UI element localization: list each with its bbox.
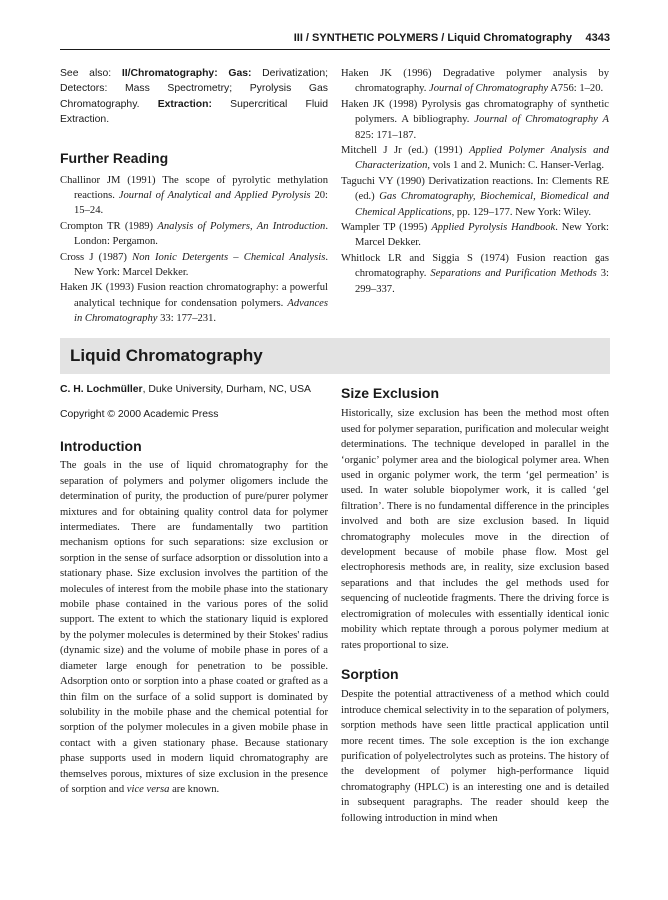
- header-rule: [60, 49, 610, 50]
- author-affiliation: , Duke University, Durham, NC, USA: [142, 384, 311, 395]
- bottom-left-column: [60, 383, 328, 797]
- introduction-heading: Introduction: [60, 438, 142, 454]
- see-also-link-gas-chromatography[interactable]: II/Chromatography: Gas:: [121, 68, 252, 79]
- article-title-banner: [60, 338, 610, 374]
- sorption-body: Despite the potential attractiveness of a method which could introduce chemical selectivity in to the separation of polymers, sorption methods have seen little practical application until more recent times. The sole exception is the ion exchange purification of polyelectrolytes such as proteins. The history of the development of polymer high-performance liquid chromatography (HPLC) is an interesting one and is detailed in subsequent paragraphs. The reader should keep the following introduction in mind when: [341, 689, 609, 824]
- reference-list-right: [341, 66, 609, 297]
- reference-item: Mitchell J Jr (ed.) (1991) Applied Polymer Analysis and Characterization, vols 1 and 2. Munich: C. Hanser-Verlag.: [341, 145, 609, 172]
- reference-item: Haken JK (1993) Fusion reaction chromatography: a powerful analytical technique for condensation polymers. Advances in Chromatography 33: 177–231.: [60, 282, 328, 325]
- reference-item: Cross J (1987) Non Ionic Detergents – Chemical Analysis. New York: Marcel Dekker.: [60, 251, 328, 279]
- see-also-text-1: Derivatization; Detectors: Mass Spectrometry; Pyrolysis Gas Chromatography.: [60, 68, 328, 110]
- running-head-title: III / SYNTHETIC POLYMERS / Liquid Chromatography: [293, 32, 572, 44]
- copyright-line: Copyright © 2000 Academic Press: [60, 408, 219, 420]
- bottom-right-column: [341, 386, 609, 826]
- author-name: C. H. Lochmüller: [60, 384, 143, 395]
- see-also-link-extraction[interactable]: Extraction:: [157, 98, 212, 110]
- reference-item: Challinor JM (1991) The scope of pyrolytic methylation reactions. Journal of Analytical and Applied Pyrolysis 20: 15–24.: [60, 174, 329, 217]
- see-also: [60, 66, 328, 127]
- see-also-text-2: Supercritical Fluid Extraction.: [60, 98, 328, 125]
- author-line: [60, 383, 328, 398]
- size-exclusion-heading: Size Exclusion: [341, 385, 440, 401]
- sorption-heading: Sorption: [341, 665, 399, 682]
- size-exclusion-body: Historically, size exclusion has been the method most often used for polymer separation, purification and molecular weight determinations. The technique developed in parallel in the ‘organic’ polymer area and the biological polymer area. When used in organic polymer work, the term ‘gel permeation’ is used. In water soluble biopolymer work, it is called ‘gel filtration’. There is no fundamental difference in the principles involved and both are size exclusion based. In liquid chromatography molecules move in the direction of development because of mobile phase flow. Most gel electrophoresis methods are, in reality, size exclusion based separations and that includes the gel methods used for sequencing of nucleotide fragments. There the driving force is electromigration of molecules with essentially identical ionic mobility which reptate through a porous polymer medium at rates proportional to size.: [341, 408, 609, 651]
- reference-item: Taguchi VY (1990) Derivatization reactions. In: Clements RE (ed.) Gas Chromatography, Biochemical, Biomedical and Chemical Applications, pp. 129–177. New York: Wiley.: [341, 175, 609, 218]
- further-reading-heading: Further Reading: [60, 150, 169, 167]
- reference-item: Haken JK (1996) Degradative polymer analysis by chromatography. Journal of Chromatography A756: 1–20.: [341, 68, 609, 95]
- reference-item: Crompton TR (1989) Analysis of Polymers, An Introduction. London: Pergamon.: [60, 220, 328, 248]
- running-head: [60, 28, 610, 50]
- reference-item: Wampler TP (1995) Applied Pyrolysis Handbook. New York: Marcel Dekker.: [341, 222, 609, 249]
- reference-item: Whitlock LR and Siggia S (1974) Fusion reaction gas chromatography. Separations and Purification Methods 3: 299–337.: [341, 252, 609, 295]
- page-number: 4343: [585, 32, 610, 44]
- top-left-column: [60, 66, 328, 327]
- see-also-label: See also:: [60, 68, 112, 79]
- reference-list-left: [60, 173, 328, 327]
- introduction-body: The goals in the use of liquid chromatography for the separation of polymers and polymer oligomers include the determination of purity, the production of pure/purer polymer mixtures and for obtaining quality control data for polymer intermediates. There are fundamentally two partition mechanism options for such separations: size exclusion or sorption in the sense of surface adsorption or dissolution into a stationary phase. Size exclusion involves the partition of the molecules of interest from the mobile phase into the stationary mobile phase contained in the various pores of the solid support. The extent to which the stationary liquid is explored by the polymer molecules is determined by their Stokes' radius (dynamic size) and the volume of mobile phase in pores of a diameter large enough for penetration to be possible. Adsorption onto or sorption into a phase coated or grafted as a thin film on the surface of a solid support is dominated by solubility in the mobile phase and the chemical potential for sorption of the polymer molecules in a given mobile phase in contact with a given stationary phase. Because stationary phase supports used in modern liquid chromatography are themselves porous, mixtures of size exclusion in the presence of sorption and vice versa are known.: [60, 460, 328, 795]
- article-title: Liquid Chromatography: [70, 346, 263, 365]
- reference-item: Haken JK (1998) Pyrolysis gas chromatography of synthetic polymers. A bibliography. Journal of Chromatography A 825: 171–187.: [341, 98, 609, 141]
